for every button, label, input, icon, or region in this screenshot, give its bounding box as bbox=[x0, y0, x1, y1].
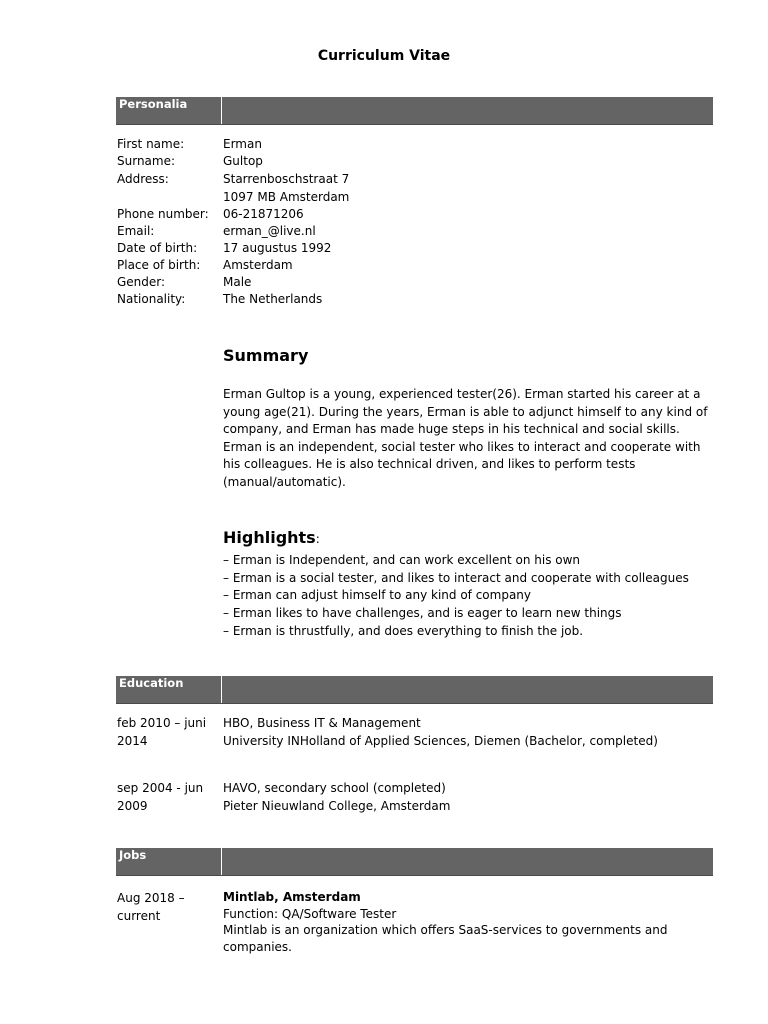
job-entry bbox=[223, 889, 713, 955]
education-institution: Pieter Nieuwland College, Amsterdam bbox=[223, 799, 451, 813]
pob-label: Place of birth: bbox=[117, 258, 201, 272]
gender-value: Male bbox=[223, 275, 252, 289]
highlights-heading-text: Highlights bbox=[223, 528, 316, 547]
highlights-heading bbox=[223, 528, 320, 547]
surname-value: Gultop bbox=[223, 154, 263, 168]
highlights-heading-colon: : bbox=[315, 532, 320, 546]
email-label: Email: bbox=[117, 224, 155, 238]
job-period: Aug 2018 – current bbox=[117, 891, 185, 923]
gender-label: Gender: bbox=[117, 275, 166, 289]
education-period: feb 2010 – juni 2014 bbox=[117, 716, 207, 748]
section-label-jobs: Jobs bbox=[119, 848, 147, 862]
section-label-education: Education bbox=[119, 676, 184, 690]
bar-divider bbox=[221, 848, 222, 875]
highlight-item: – Erman is a social tester, and likes to interact and cooperate with colleagues bbox=[223, 570, 689, 585]
email-value: erman_@live.nl bbox=[223, 224, 316, 238]
education-title: HBO, Business IT & Management bbox=[223, 716, 421, 730]
job-company: Mintlab, Amsterdam bbox=[223, 890, 361, 904]
job-description: Mintlab is an organization which offers SaaS-services to governments and companies. bbox=[223, 923, 668, 954]
section-bar-jobs bbox=[116, 848, 713, 876]
dob-value: 17 augustus 1992 bbox=[223, 241, 332, 255]
document-title: Curriculum Vitae bbox=[317, 48, 451, 64]
nationality-value: The Netherlands bbox=[223, 292, 323, 306]
section-label-personalia: Personalia bbox=[119, 97, 188, 111]
highlight-item: – Erman is Independent, and can work excellent on his own bbox=[223, 553, 581, 567]
summary-heading: Summary bbox=[223, 346, 309, 365]
education-period: sep 2004 - jun 2009 bbox=[117, 781, 204, 813]
address-label: Address: bbox=[117, 172, 169, 186]
section-bar-education bbox=[116, 676, 713, 704]
education-institution: University INHolland of Applied Sciences, Diemen (Bachelor, completed) bbox=[223, 734, 658, 748]
highlight-item: – Erman likes to have challenges, and is eager to learn new things bbox=[223, 606, 622, 621]
education-title: HAVO, secondary school (completed) bbox=[223, 781, 446, 795]
bar-divider bbox=[221, 676, 222, 703]
address-line2: 1097 MB Amsterdam bbox=[223, 190, 350, 204]
dob-label: Date of birth: bbox=[117, 241, 198, 255]
pob-value: Amsterdam bbox=[223, 258, 293, 272]
first-name-label: First name: bbox=[117, 137, 185, 151]
highlight-item: – Erman is thrustfully, and does everything to finish the job. bbox=[223, 623, 584, 638]
nationality-label: Nationality: bbox=[117, 292, 186, 306]
bar-divider bbox=[221, 97, 222, 124]
job-function: Function: QA/Software Tester bbox=[223, 906, 397, 921]
summary-text: Erman Gultop is a young, experienced tester(26). Erman started his career at a young age(21). During the years, Erman is able to adjunct himself to any kind of company, and Erman has made huge steps in his technical and social skills. Erman is an independent, social tester who likes to interact and cooperate with his colleagues. He is also technical driven, and likes to perform tests (manual/automatic). bbox=[223, 387, 708, 489]
phone-label: Phone number: bbox=[117, 207, 209, 221]
first-name-value: Erman bbox=[223, 137, 262, 151]
section-bar-personalia bbox=[116, 97, 713, 125]
phone-value: 06-21871206 bbox=[223, 207, 304, 221]
highlight-item: – Erman can adjust himself to any kind of company bbox=[223, 588, 532, 603]
address-line1: Starrenboschstraat 7 bbox=[223, 172, 350, 186]
surname-label: Surname: bbox=[117, 154, 176, 168]
highlights-list bbox=[223, 552, 689, 641]
